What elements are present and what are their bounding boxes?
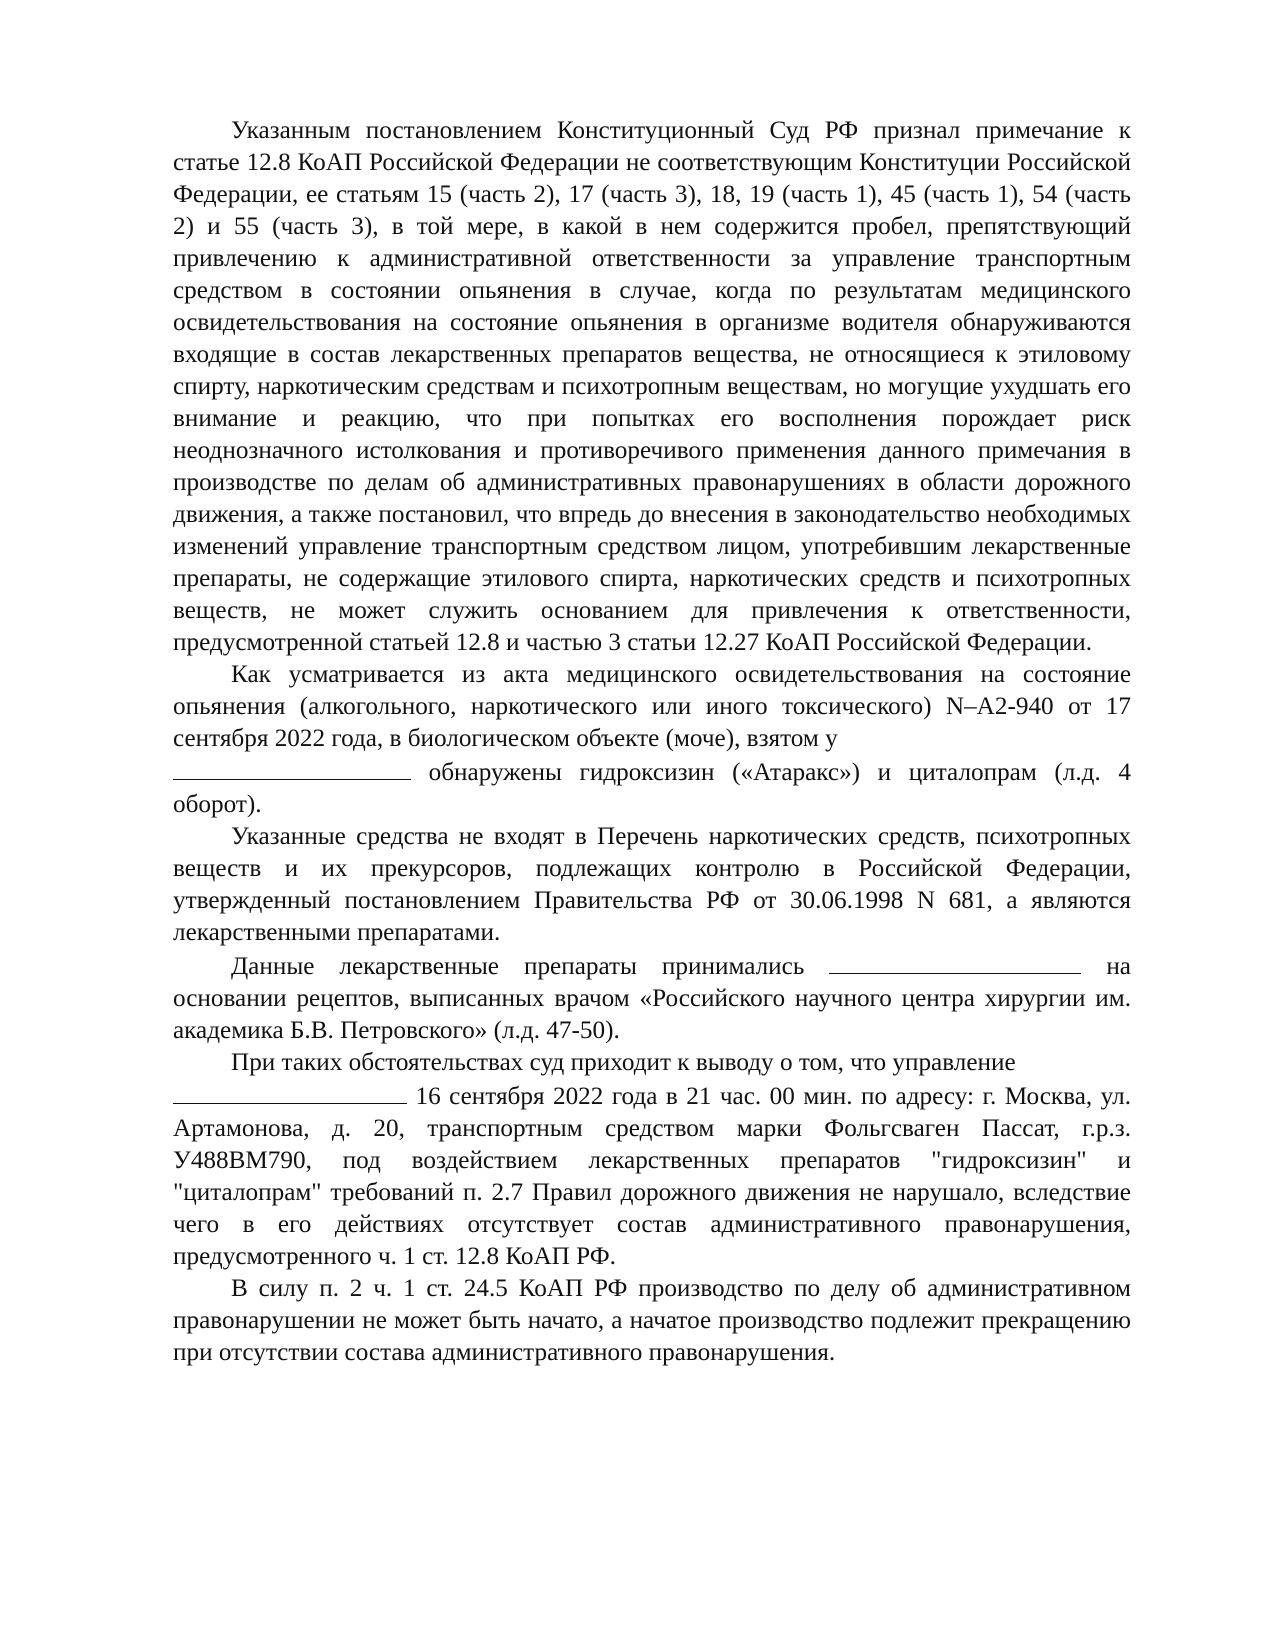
redacted-name-blank — [173, 1079, 407, 1104]
paragraph-narcotics-list: Указанные средства не входят в Перечень наркотических средств, психотропных веществ и их прекурсоров, подлежащих контролю в Российской Федерации, утвержденный постановлением Правительства РФ от 30.06.1998 N 681, а являются лекарственными препаратами. — [173, 823, 1131, 946]
paragraph-text-before-blank: При таких обстоятельствах суд приходит к выводу о том, что управление — [231, 1049, 1016, 1076]
paragraph-text-after-blank: 16 сентября 2022 года в 21 час. 00 мин. по адресу: г. Москва, ул. Артамонова, д. 20, транспортным средством марки Фольгсваген Пассат, г.р.з. У488ВМ790, под воздействием лекарственных препаратов "гидроксизин" и "циталопрам" требований п. 2.7 Правил дорожного движения не нарушало, вследствие чего в его действиях отсутствует состав административного правонарушения, предусмотренного ч. 1 ст. 12.8 КоАП РФ. — [173, 1083, 1132, 1270]
paragraph-text-after-blank: на основании рецептов, выписанных врачом «Российского научного центра хирургии им. академика Б.В. Петровского» (л.д. 47-50). — [173, 953, 1131, 1044]
paragraph-proceedings-termination: В силу п. 2 ч. 1 ст. 24.5 КоАП РФ производство по делу об административном правонарушении не может быть начато, а начатое производство подлежит прекращению при отсутствии состава административного правонарушения. — [173, 1275, 1131, 1366]
paragraph-medical-examination-act — [173, 659, 1131, 821]
paragraph-court-conclusion — [173, 1047, 1131, 1273]
redacted-name-blank — [829, 949, 1081, 974]
paragraph-text-before-blank: Данные лекарственные препараты принимались — [231, 953, 805, 980]
paragraph-constitutional-court-ruling: Указанным постановлением Конституционный Суд РФ признал примечание к статье 12.8 КоАП Российской Федерации не соответствующим Конституции Российской Федерации, ее статьям 15 (часть 2), 17 (часть 3), 18, 19 (часть 1), 45 (часть 1), 54 (часть 2) и 55 (часть 3), в той мере, в какой в нем содержится пробел, препятствующий привлечению к административной ответственности за управление транспортным средством в состоянии опьянения в случае, когда по результатам медицинского освидетельствования на состояние опьянения в организме водителя обнаруживаются входящие в состав лекарственных препаратов вещества, не относящиеся к этиловому спирту, наркотическим средствам и психотропным веществам, но могущие ухудшать его внимание и реакцию, что при попытках его восполнения порождает риск неоднозначного истолкования и противоречивого применения данного примечания в производстве по делам об административных правонарушениях в области дорожного движения, а также постановил, что впредь до внесения в законодательство необходимых изменений управление транспортным средством лицом, употребившим лекарственные препараты, не содержащие этилового спирта, наркотических средств и психотропных веществ, не может служить основанием для привлечения к ответственности, предусмотренной статьей 12.8 и частью 3 статьи 12.27 КоАП Российской Федерации. — [173, 117, 1131, 656]
paragraph-text-after-blank: обнаружены гидроксизин («Атаракс») и циталопрам (л.д. 4 оборот). — [173, 759, 1132, 818]
redacted-name-blank — [173, 755, 411, 780]
paragraph-text-before-blank: Как усматривается из акта медицинского освидетельствования на состояние опьянения (алкогольного, наркотического или иного токсического) N–А2-940 от 17 сентября 2022 года, в биологическом объекте (моче), взятом у — [173, 661, 1131, 752]
document-page — [173, 115, 1131, 1369]
paragraph-prescriptions — [173, 949, 1131, 1047]
